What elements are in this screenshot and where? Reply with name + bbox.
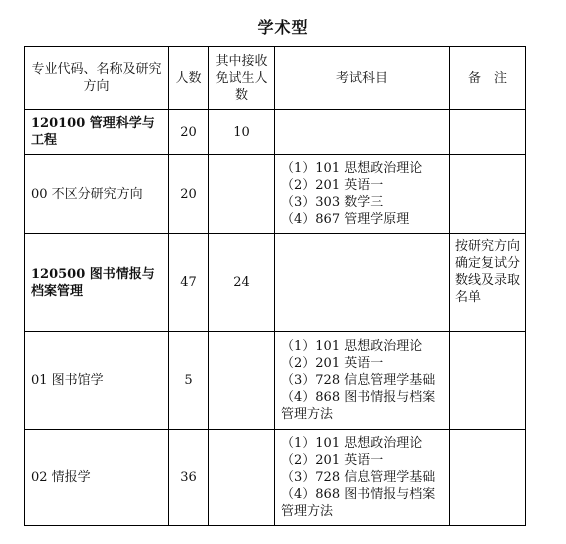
- subjects-cell: [275, 234, 450, 332]
- remark-cell: [450, 155, 526, 234]
- subject-line: （1）101 思想政治理论: [281, 339, 423, 354]
- count-cell: 47: [169, 234, 209, 332]
- subjects-cell: [275, 430, 450, 526]
- subject-line: （4）868 图书情报与档案管理方法: [281, 487, 436, 519]
- exempt-cell: 10: [209, 110, 275, 155]
- subject-line: （4）867 管理学原理: [281, 212, 410, 227]
- header-exempt: 其中接收免试生人数: [209, 47, 275, 110]
- subject-line: （4）868 图书情报与档案管理方法: [281, 390, 436, 422]
- table-row: [25, 234, 526, 332]
- subject-line: （3）303 数学三: [281, 195, 384, 210]
- remark-cell: [450, 332, 526, 430]
- subject-line: （2）201 英语一: [281, 356, 384, 371]
- table-row: [25, 332, 526, 430]
- exempt-cell: 24: [209, 234, 275, 332]
- major-cell: 120100 管理科学与工程: [25, 110, 169, 155]
- table-row: [25, 155, 526, 234]
- exempt-cell: [209, 430, 275, 526]
- major-cell: 02 情报学: [25, 430, 169, 526]
- subject-line: （3）728 信息管理学基础: [281, 373, 436, 388]
- subjects-cell: [275, 110, 450, 155]
- count-cell: 5: [169, 332, 209, 430]
- count-cell: 36: [169, 430, 209, 526]
- subject-line: （2）201 英语一: [281, 178, 384, 193]
- table-row: [25, 430, 526, 526]
- remark-cell: [450, 110, 526, 155]
- major-cell: 00 不区分研究方向: [25, 155, 169, 234]
- count-cell: 20: [169, 155, 209, 234]
- page-title: 学术型: [257, 18, 309, 37]
- major-cell: 120500 图书情报与档案管理: [25, 234, 169, 332]
- header-count: 人数: [169, 47, 209, 110]
- subjects-cell: [275, 155, 450, 234]
- table-header-row: [25, 47, 526, 110]
- table-row: [25, 110, 526, 155]
- subjects-cell: [275, 332, 450, 430]
- subject-line: （1）101 思想政治理论: [281, 436, 423, 451]
- exempt-cell: [209, 155, 275, 234]
- subject-line: （3）728 信息管理学基础: [281, 470, 436, 485]
- major-cell: 01 图书馆学: [25, 332, 169, 430]
- header-subjects: 考试科目: [275, 47, 450, 110]
- subject-line: （2）201 英语一: [281, 453, 384, 468]
- header-remark: 备 注: [450, 47, 526, 110]
- remark-cell: 按研究方向确定复试分数线及录取名单: [450, 234, 526, 332]
- subject-line: （1）101 思想政治理论: [281, 161, 423, 176]
- remark-cell: [450, 430, 526, 526]
- header-major: 专业代码、名称及研究方向: [25, 47, 169, 110]
- admissions-table: [24, 46, 526, 526]
- exempt-cell: [209, 332, 275, 430]
- count-cell: 20: [169, 110, 209, 155]
